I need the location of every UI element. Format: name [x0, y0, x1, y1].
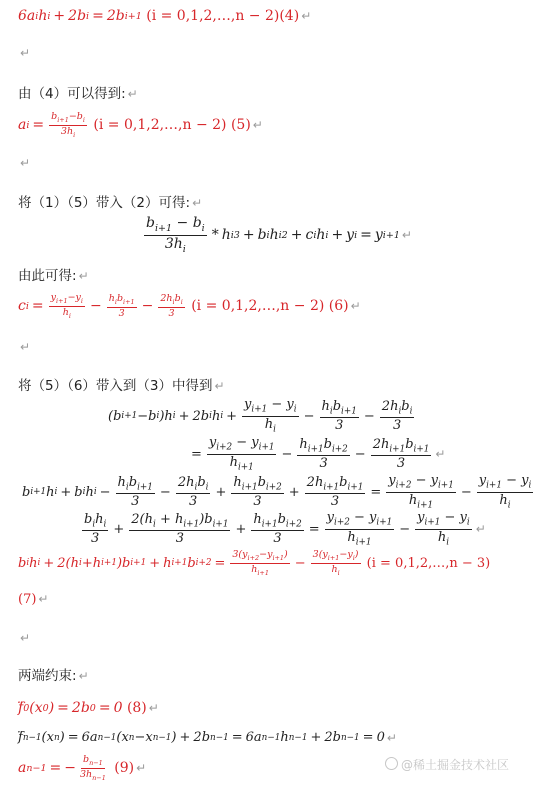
- text-boundary: 两端约束: ↵: [18, 668, 89, 684]
- equation-9-label: (9): [114, 760, 135, 777]
- equation-8: f 0 ( x 0 ) = 2 b 0 = 0 (8) ↵: [18, 700, 159, 716]
- equation-4-label: (i = 0,1,2,…,n − 2)(4): [146, 8, 300, 24]
- equation-substitution: $b_{i+1} - b_i$ $3h_i$ * h i 3 + b i h i 2 + c i h i + y i = y i+1 ↵: [146, 215, 412, 255]
- empty-paragraph: ↵: [20, 631, 31, 645]
- text-thus: 由此可得: ↵: [18, 268, 89, 284]
- equation-7-label: (i = 0,1,2,…,n − 3): [366, 555, 491, 571]
- derivation-line-3: b i+1 h i + b i h i − $h_ib_{i+1}$ 3 − $2h_ib_i$ 3 + $\frac{h_{i+1}b_{i+2}}{3}$ + $\frac{2h_{i+1}b_{i+1}}{3}$ = $\frac{y_{i+2} - y_{i+1}}{h_{i+1}}$ − $\frac{y_{i+1} - y_i}{h_i}$: [22, 473, 532, 511]
- equation-9: a n−1 = − $\frac{b_{n-1}}{3h_{n-1}}$ (9) ↵: [18, 754, 147, 782]
- equation-8-label: (8): [126, 700, 147, 716]
- equation-6-label: (i = 0,1,2,…,n − 2) (6): [191, 298, 349, 315]
- equation-6: c i = $\frac{y_{i+1}-y_i}{h_i}$ − $h_ib_{i+1}$ 3 − $2h_ib_i$ 3 (i = 0,1,2,…,n − 2) (6) ↵: [18, 292, 361, 320]
- text-substitute-1-5: 将（1）（5）带入（2）可得: ↵: [18, 195, 203, 211]
- empty-paragraph: ↵: [20, 46, 31, 60]
- equation-4: 6 a i h i + 2 b i = 2 b i+1 (i = 0,1,2,…,n − 2)(4) ↵: [18, 8, 312, 24]
- equation-5-label: (i = 0,1,2,…,n − 2) (5): [93, 117, 251, 134]
- derivation-line-1: ( b i+1 − b i ) h i + 2 b i h i + $\frac{y_{i+1} - y_i}{h_i}$ − $h_ib_{i+1}$ 3 − $2h_ib_i$ 3: [108, 397, 413, 435]
- equation-7-number: (7) ↵: [18, 592, 49, 607]
- watermark: @稀土掘金技术社区: [385, 756, 509, 773]
- text-from-4: 由（4）可以得到: ↵: [18, 86, 138, 102]
- derivation-line-4: $b_ih_i$ 3 + $\frac{2(h_i + h_{i+1})b_{i+1}}{3}$ + $\frac{h_{i+1}b_{i+2}}{3}$ = $\frac{y_{i+2} - y_{i+1}}{h_{i+1}}$ − $\frac{y_{i+1} - y_i}{h_i}$ ↵: [84, 510, 486, 548]
- juejin-logo-icon: [385, 757, 398, 770]
- empty-paragraph: ↵: [20, 340, 31, 354]
- equation-5: a i = $\frac{b_{i+1}-b_i}{3h_i}$ (i = 0,1,2,…,n − 2) (5) ↵: [18, 111, 263, 139]
- text-substitute-5-6: 将（5）（6）带入到（3）中得到 ↵: [18, 378, 225, 394]
- equation-end-condition: f n−1 ( x n ) = 6 a n−1 ( x n − x n−1 ) + 2 b n−1 = 6 a n−1 h n−1 + 2 b n−1 = 0 ↵: [18, 730, 397, 745]
- empty-paragraph: ↵: [20, 156, 31, 170]
- equation-7: b i h i + 2( h i + h i+1 ) b i+1 + h i+1 b i+2 = $\frac{3(y_{i+2}-y_{i+1})}{h_{i+1}}$ − $\frac{3(y_{i+1}-y_i)}{h_i}$ (i = 0,1,2,…,n − 3): [18, 549, 491, 577]
- derivation-line-2: = $\frac{y_{i+2} - y_{i+1}}{h_{i+1}}$ − $\frac{h_{i+1}b_{i+2}}{3}$ − $\frac{2h_{i+1}b_{i+1}}{3}$ ↵: [191, 435, 446, 473]
